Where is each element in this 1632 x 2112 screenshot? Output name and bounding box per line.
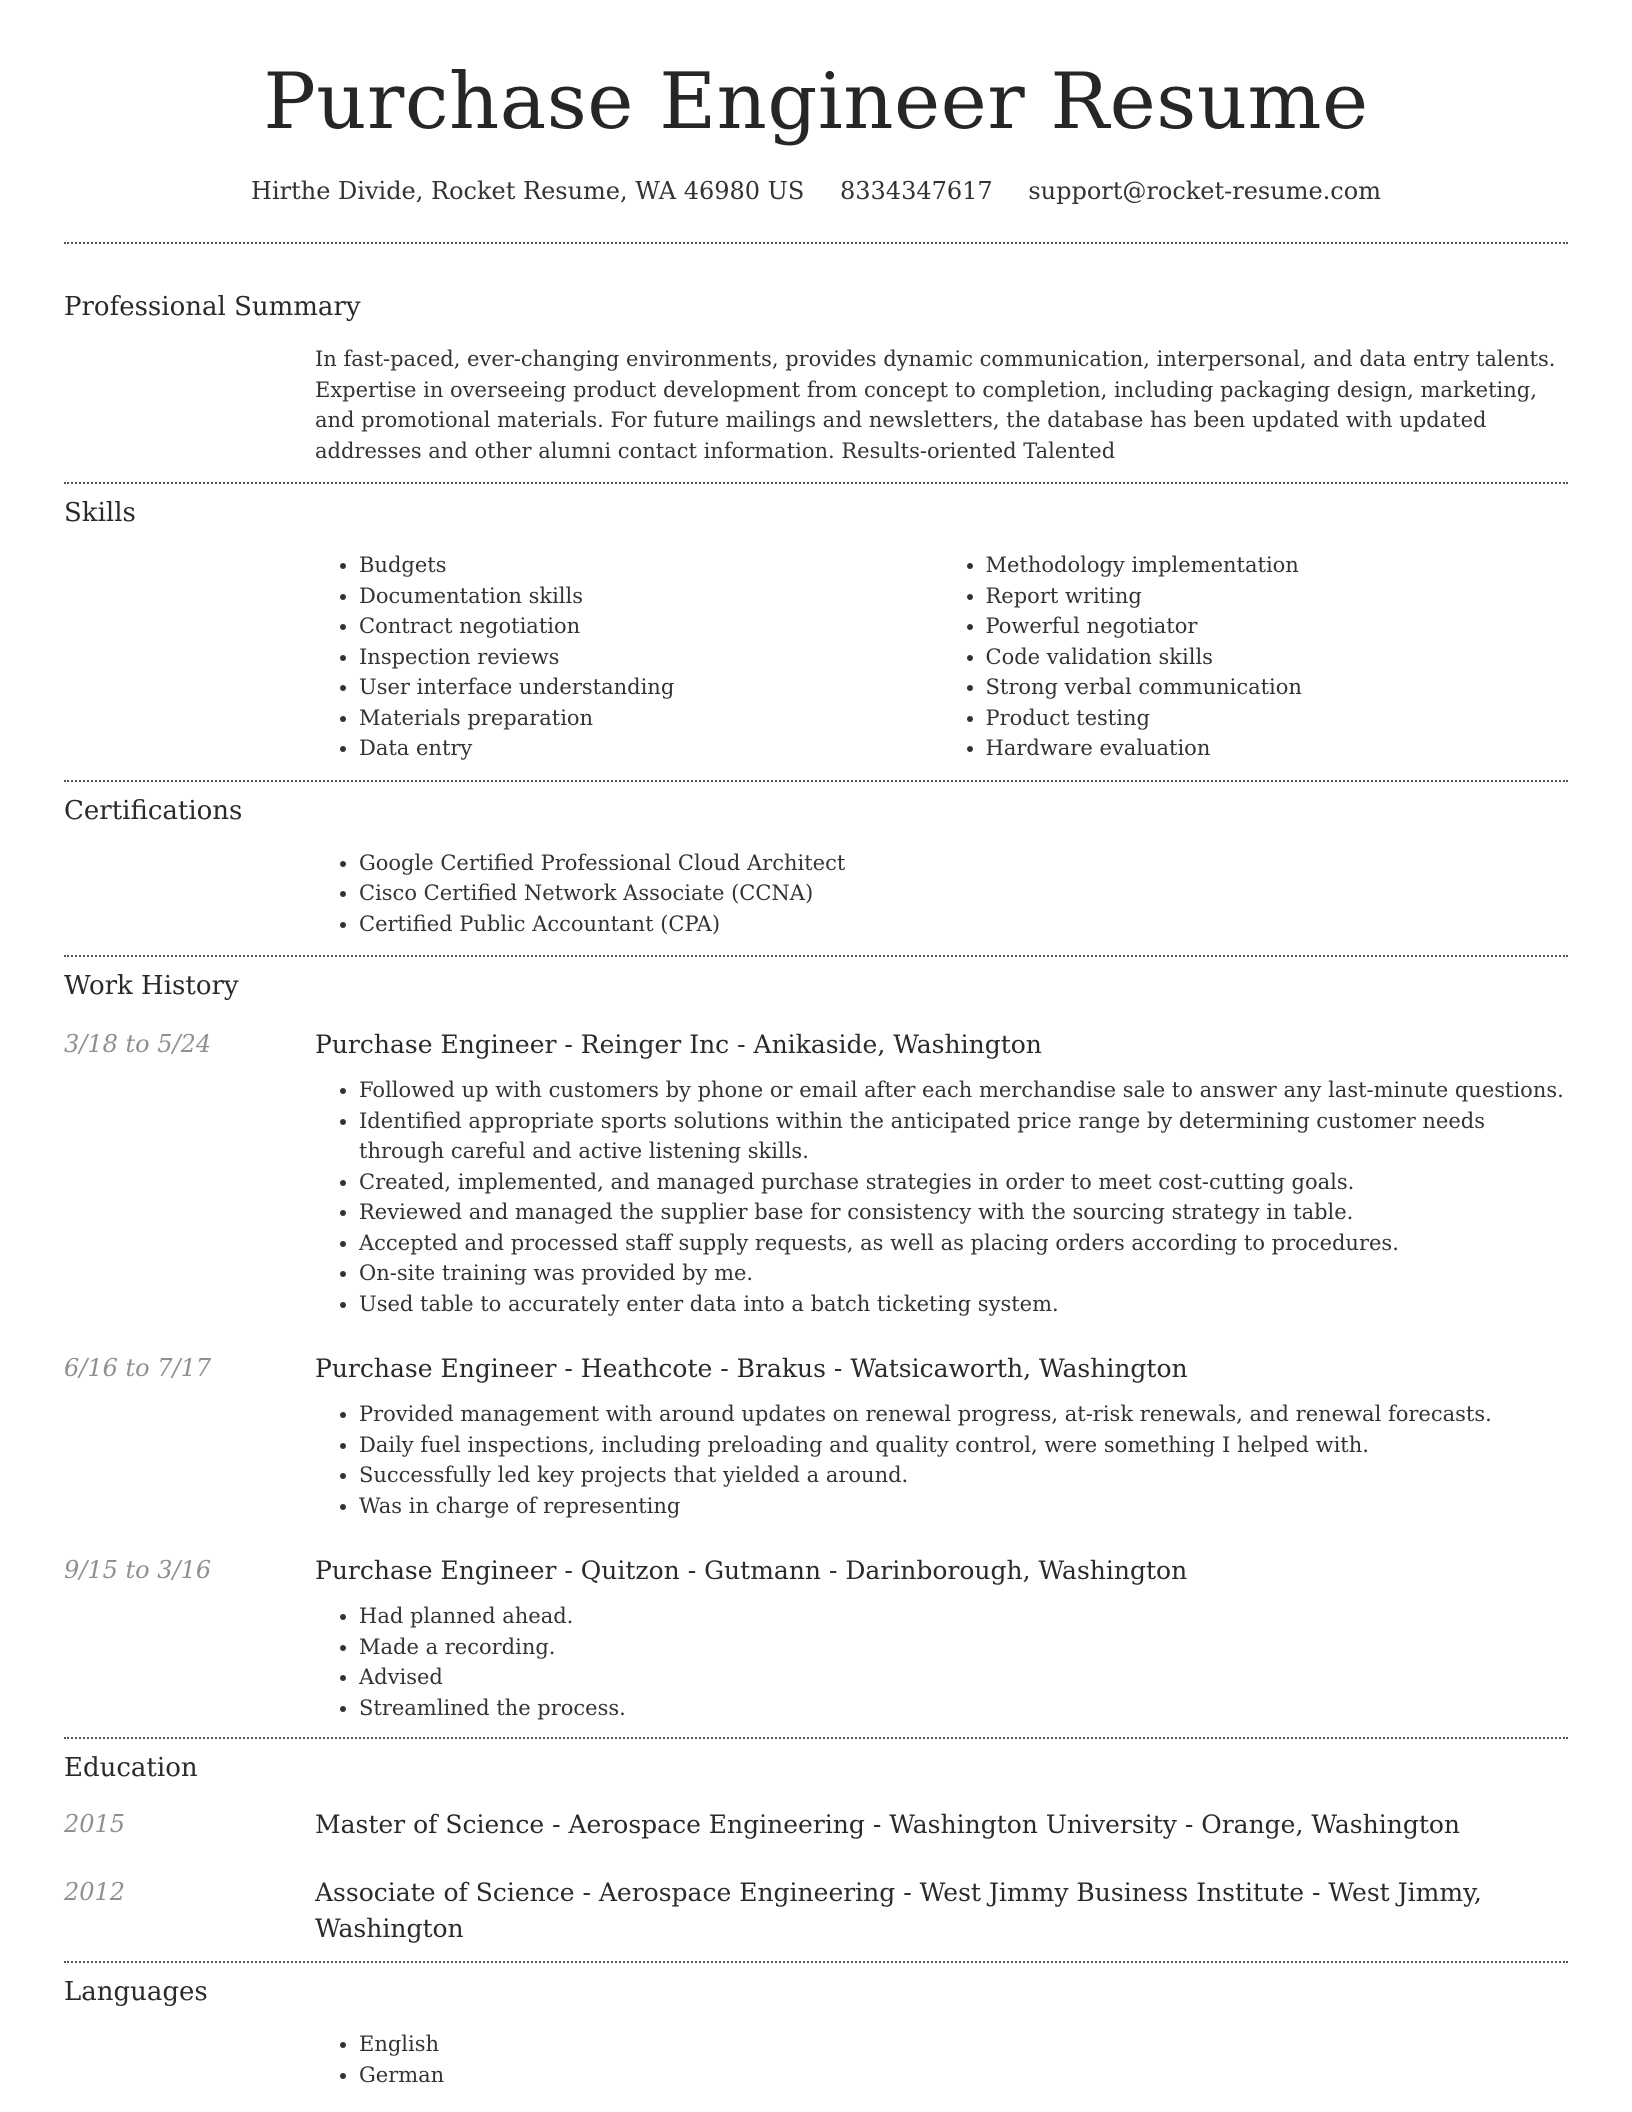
certifications-section <box>64 782 1568 956</box>
skill-item: • Report writing <box>986 581 1569 612</box>
education-year: 2012 <box>64 1878 126 1906</box>
section-title-certifications: Certifications <box>64 795 243 826</box>
certification-item: • Google Certified Professional Cloud Architect <box>359 848 1568 879</box>
education-section <box>64 1739 1568 1961</box>
job-bullet: • Was in charge of representing <box>359 1491 1568 1522</box>
certification-item: • Cisco Certified Network Associate (CCNA) <box>359 878 1568 909</box>
skill-item: • Strong verbal communication <box>986 672 1569 703</box>
job-bullets <box>315 1075 1568 1319</box>
skills-section <box>64 484 1568 780</box>
contact-phone: 8334347617 <box>839 177 993 205</box>
job-dates: 9/15 to 3/16 <box>64 1556 212 1584</box>
summary-section <box>64 244 1568 482</box>
job-bullet: • Reviewed and managed the supplier base for consistency with the sourcing strategy in table. <box>359 1197 1568 1228</box>
skill-item: • Data entry <box>359 733 942 764</box>
job-content <box>315 1027 1568 1319</box>
skill-item: • Documentation skills <box>359 581 942 612</box>
contact-line <box>64 174 1568 208</box>
education-degree: Master of Science - Aerospace Engineering - Washington University - Orange, Washington <box>315 1810 1461 1839</box>
job-bullet: • Provided management with around updates on renewal progress, at-risk renewals, and renewal forecasts. <box>359 1399 1568 1430</box>
job-bullet: • Had planned ahead. <box>359 1601 1568 1632</box>
languages-list <box>315 2029 1568 2090</box>
work-history-section <box>64 957 1568 1737</box>
resume-title: Purchase Engineer Resume <box>263 57 1369 147</box>
job-content <box>315 1351 1568 1521</box>
education-content <box>315 1875 1568 1947</box>
section-title-work-history: Work History <box>64 971 239 1001</box>
job-bullet: • Followed up with customers by phone or email after each merchandise sale to answer any last-minute questions. <box>359 1075 1568 1106</box>
job-bullet: • Streamlined the process. <box>359 1693 1568 1724</box>
contact-address: Hirthe Divide, Rocket Resume, WA 46980 US <box>251 177 805 205</box>
certifications-body <box>315 848 1568 940</box>
job-dates: 6/16 to 7/17 <box>64 1354 212 1382</box>
education-degree: Associate of Science - Aerospace Engineering - West Jimmy Business Institute - West Jimmy, Washington <box>315 1878 1482 1943</box>
skill-item: • Code validation skills <box>986 642 1569 673</box>
job-title: Purchase Engineer - Reinger Inc - Anikaside, Washington <box>315 1030 1042 1059</box>
section-title-skills: Skills <box>64 498 136 528</box>
summary-text: In fast-paced, ever-changing environments, provides dynamic communication, interpersonal, and data entry talents. Expertise in overseeing product development from concept to completion, including packaging design, marketing, and promotional materials. For future mailings and newsletters, the database has been updated with updated addresses and other alumni contact information. Results-oriented Talented <box>315 347 1556 463</box>
job-bullet: • Successfully led key projects that yielded a around. <box>359 1460 1568 1491</box>
education-content <box>315 1807 1568 1843</box>
job-entry <box>64 1351 1568 1521</box>
skills-list-left <box>315 550 942 764</box>
job-bullets <box>315 1601 1568 1723</box>
job-bullets <box>315 1399 1568 1521</box>
job-entry <box>64 1027 1568 1319</box>
job-bullet: • On-site training was provided by me. <box>359 1258 1568 1289</box>
language-item: • English <box>359 2029 1568 2060</box>
job-bullet: • Made a recording. <box>359 1632 1568 1663</box>
education-entry <box>64 1875 1568 1947</box>
skill-item: • Contract negotiation <box>359 611 942 642</box>
education-entry <box>64 1807 1568 1843</box>
job-dates: 3/18 to 5/24 <box>64 1030 212 1058</box>
job-title: Purchase Engineer - Heathcote - Brakus - Watsicaworth, Washington <box>315 1354 1188 1383</box>
section-title-summary: Professional Summary <box>64 292 361 322</box>
language-item: • German <box>359 2060 1568 2091</box>
skill-item: • Budgets <box>359 550 942 581</box>
languages-section <box>64 1963 1568 2104</box>
job-bullet: • Created, implemented, and managed purchase strategies in order to meet cost-cutting goals. <box>359 1167 1568 1198</box>
job-entry <box>64 1553 1568 1723</box>
certification-item: • Certified Public Accountant (CPA) <box>359 909 1568 940</box>
skill-item: • Methodology implementation <box>986 550 1569 581</box>
job-content <box>315 1553 1568 1723</box>
skill-item: • Hardware evaluation <box>986 733 1569 764</box>
job-title: Purchase Engineer - Quitzon - Gutmann - Darinborough, Washington <box>315 1556 1188 1585</box>
skill-item: • Powerful negotiator <box>986 611 1569 642</box>
skills-list-right <box>942 550 1569 764</box>
languages-body <box>315 2029 1568 2090</box>
skill-item: • User interface understanding <box>359 672 942 703</box>
skill-item: • Product testing <box>986 703 1569 734</box>
certifications-list <box>315 848 1568 940</box>
job-bullet: • Used table to accurately enter data into a batch ticketing system. <box>359 1289 1568 1320</box>
education-year: 2015 <box>64 1810 126 1838</box>
job-bullet: • Advised <box>359 1662 1568 1693</box>
resume-page <box>64 0 1568 2104</box>
section-title-education: Education <box>64 1753 198 1783</box>
job-bullet: • Accepted and processed staff supply requests, as well as placing orders according to procedures. <box>359 1228 1568 1259</box>
contact-email: support@rocket-resume.com <box>1028 177 1381 205</box>
skill-item: • Inspection reviews <box>359 642 942 673</box>
job-bullet: • Identified appropriate sports solutions within the anticipated price range by determining customer needs through careful and active listening skills. <box>359 1106 1568 1167</box>
section-title-languages: Languages <box>64 1977 208 2007</box>
job-bullet: • Daily fuel inspections, including preloading and quality control, were something I helped with. <box>359 1430 1568 1461</box>
skills-grid <box>315 550 1568 764</box>
skill-item: • Materials preparation <box>359 703 942 734</box>
